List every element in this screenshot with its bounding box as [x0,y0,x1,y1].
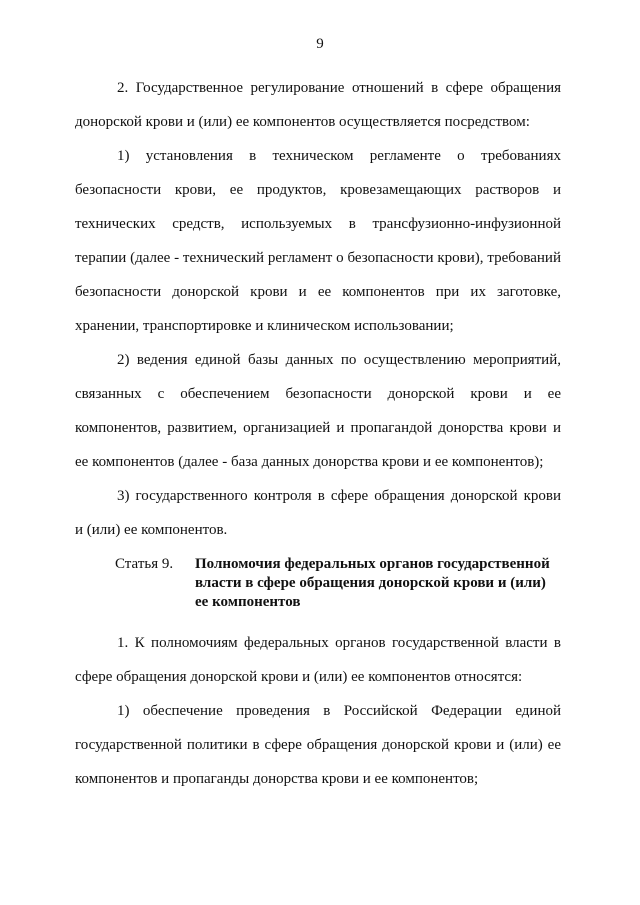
text-line: 2. Государственное регулирование отношений в сфере обращения [117,80,561,96]
page-number: 9 [316,36,324,52]
paragraph-2-1-end [75,309,561,343]
text-line: безопасности донорской крови и ее компонентов при их заготовке, [75,284,561,300]
paragraph-9-1-1-cont [75,728,561,762]
text-line: сфере обращения донорской крови и (или) ее компонентов относятся: [75,669,523,685]
article-title-line: Полномочия федеральных органов государственной [195,556,550,572]
text-line: 2) ведения единой базы данных по осуществлению мероприятий, [117,352,561,368]
paragraph-9-1-1-end [75,762,561,796]
text-line: безопасности крови, ее продуктов, кровезамещающих растворов и [75,182,561,198]
text-line: государственной политики в сфере обращения донорской крови и (или) ее [75,737,561,753]
text-line: терапии (далее - технический регламент о безопасности крови), требований [75,250,561,266]
article-heading [75,555,561,612]
paragraph-2-3 [75,479,561,513]
text-line: донорской крови и (или) ее компонентов осуществляется посредством: [75,114,530,130]
article-title-line: власти в сфере обращения донорской крови и (или) [195,575,546,591]
text-line: 1) установления в техническом регламенте о требованиях [117,148,561,164]
paragraph-2-3-end [75,513,561,547]
paragraph-2-1-cont [75,173,561,309]
document-body [75,71,561,796]
paragraph-2-2-cont [75,377,561,445]
text-line: ее компонентов (далее - база данных донорства крови и ее компонентов); [75,454,544,470]
paragraph-9-1-end [75,660,561,694]
text-line: связанных с обеспечением безопасности донорской крови и ее [75,386,561,402]
paragraph-9-1-1 [75,694,561,728]
text-line: и (или) ее компонентов. [75,522,228,538]
text-line: технических средств, используемых в трансфузионно-инфузионной [75,216,561,232]
text-line: 3) государственного контроля в сфере обращения донорской крови [117,488,561,504]
paragraph-2-2-end [75,445,561,479]
paragraph-2-1 [75,139,561,173]
paragraph-9-1 [75,626,561,660]
text-line: 1) обеспечение проведения в Российской Федерации единой [117,703,561,719]
paragraph-2 [75,71,561,105]
text-line: компонентов, развитием, организацией и пропагандой донорства крови и [75,420,561,436]
article-title [195,555,561,612]
text-line: хранении, транспортировке и клиническом использовании; [75,318,454,334]
paragraph-2-2 [75,343,561,377]
text-line: 1. К полномочиям федеральных органов государственной власти в [117,635,561,651]
text-line: компонентов и пропаганды донорства крови и ее компонентов; [75,771,479,787]
article-label: Статья 9. [115,556,174,572]
article-title-line: ее компонентов [195,594,301,610]
paragraph-2-cont [75,105,561,139]
